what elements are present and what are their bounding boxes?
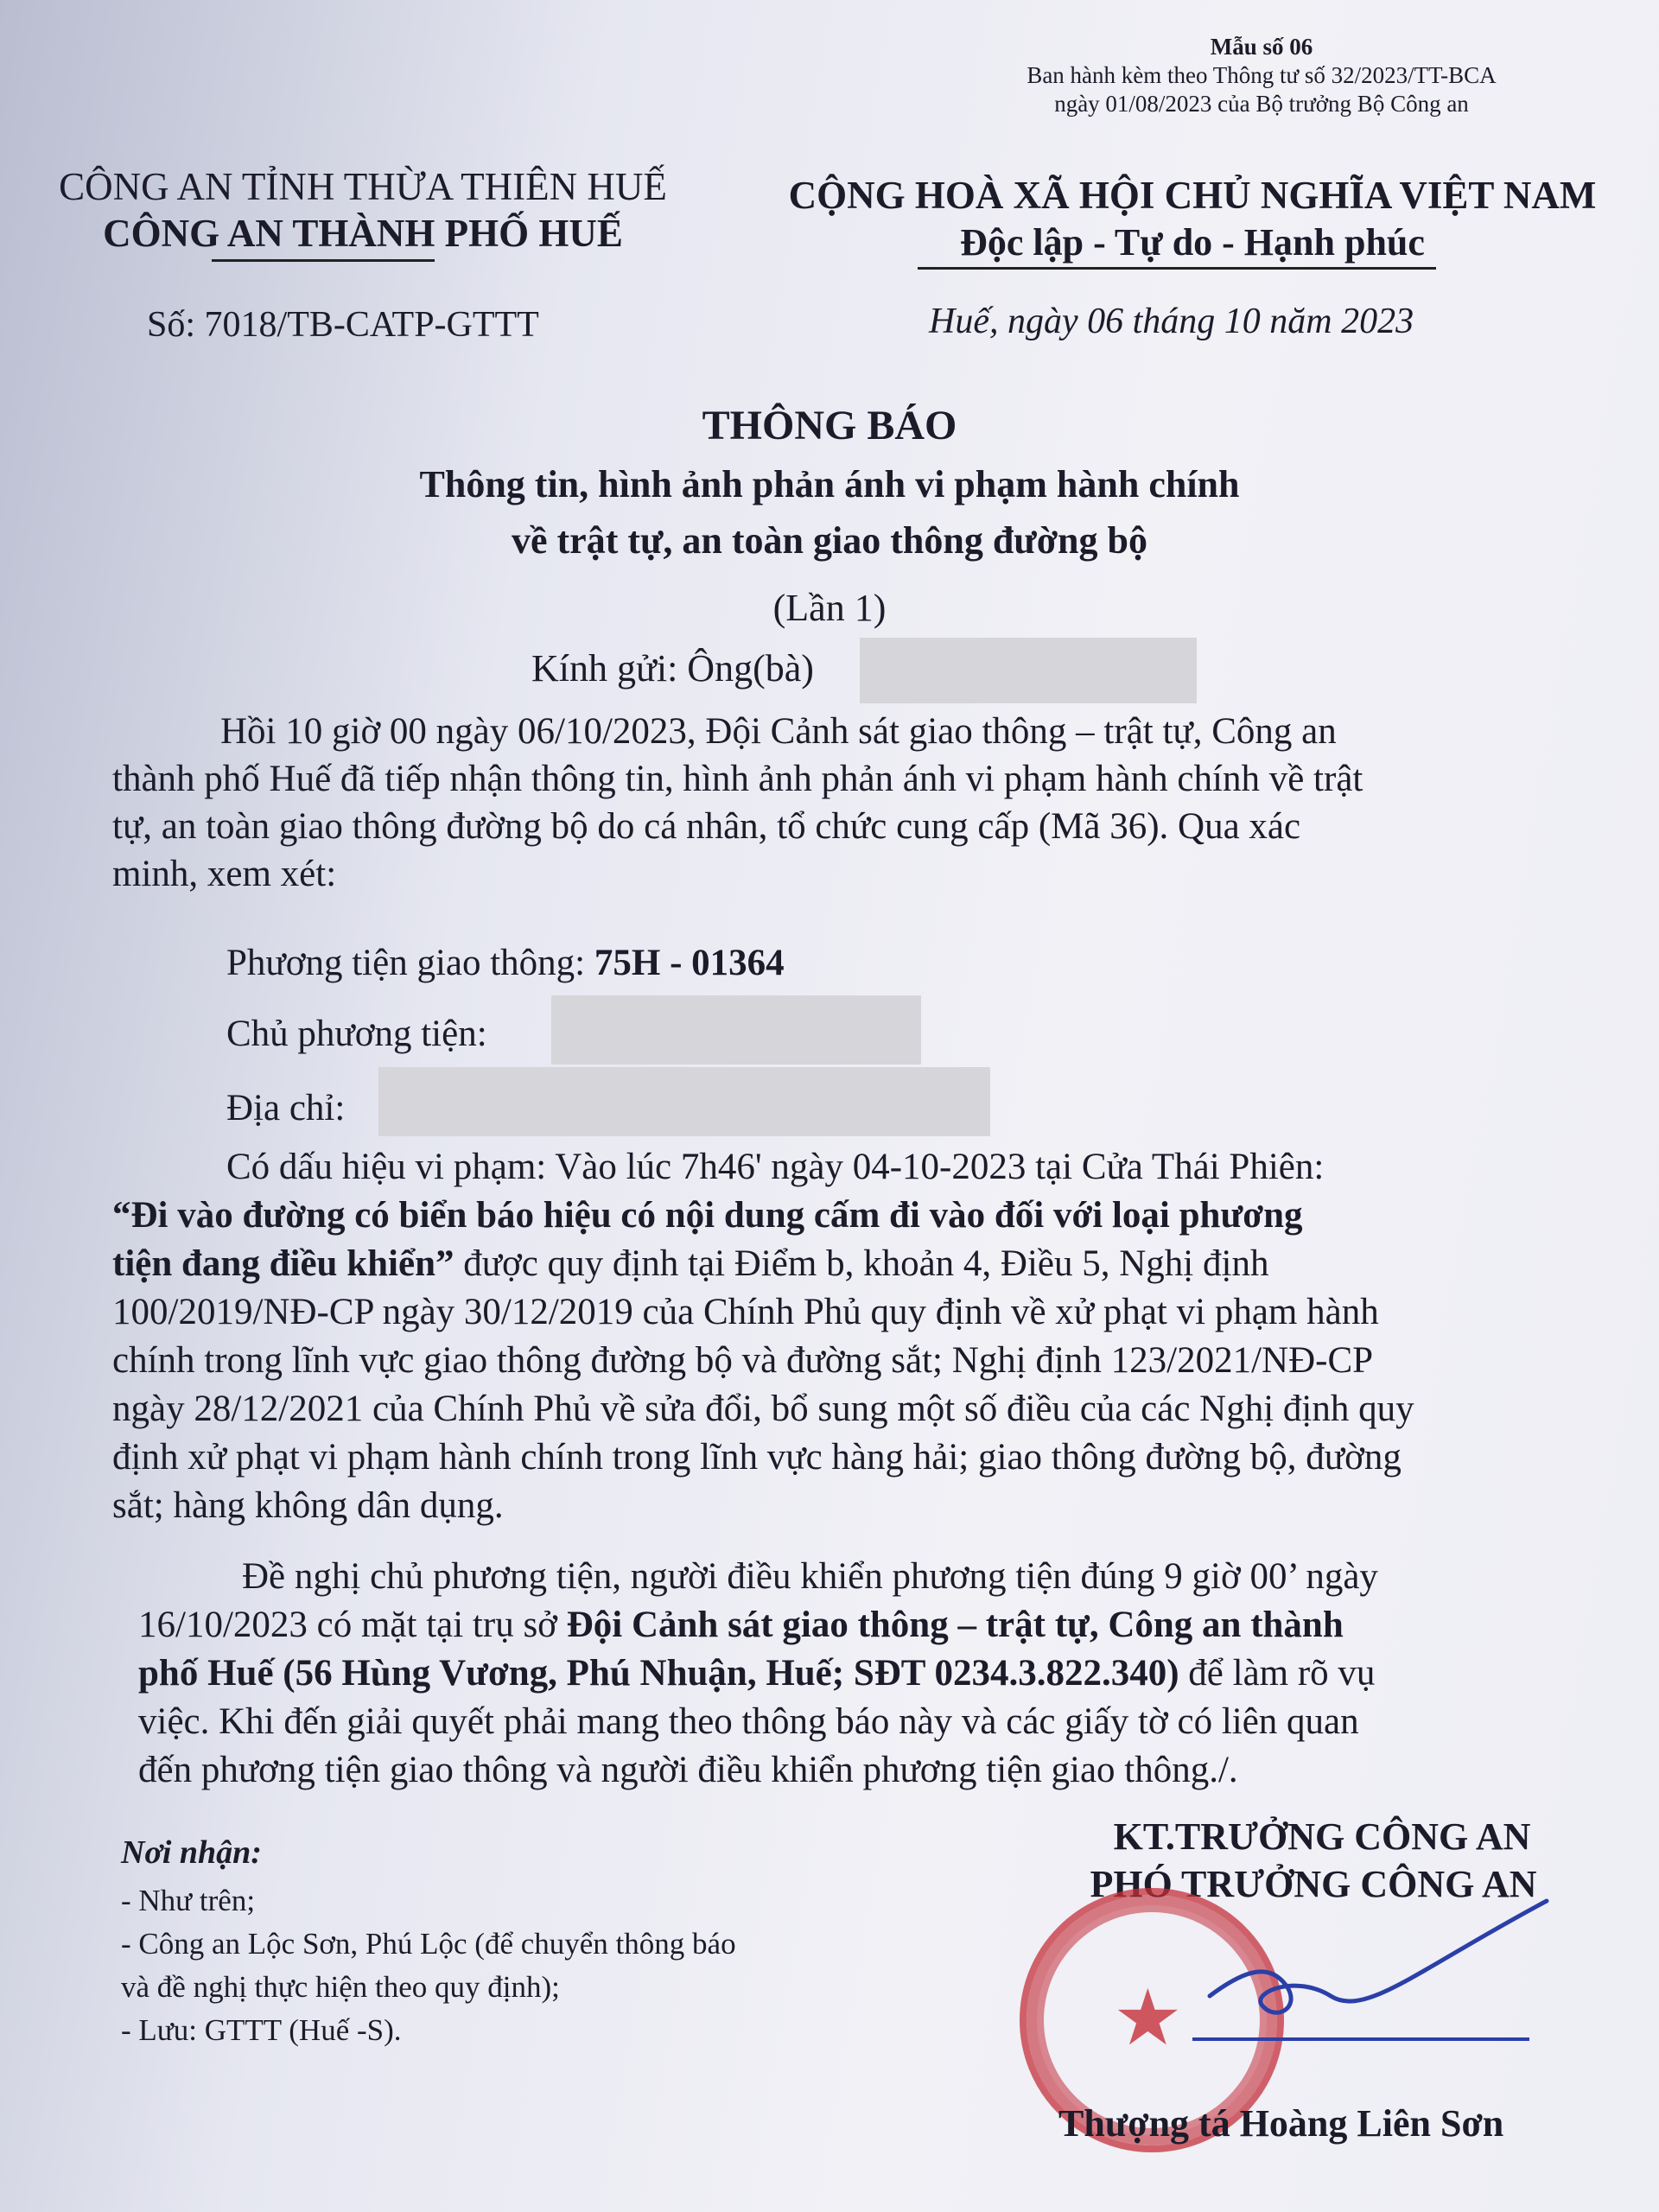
violation-line7: định xử phạt vi phạm hành chính trong lĩnh vực hàng hải; giao thông đường bộ, đường [112,1437,1402,1478]
violation-line3 [112,1243,1268,1285]
org-parent: CÔNG AN TỈNH THỪA THIÊN HUẾ [59,165,667,208]
signature-title1: KT.TRƯỞNG CÔNG AN [1113,1815,1531,1858]
intro-line4: minh, xem xét: [112,854,337,894]
redacted-address [378,1067,990,1136]
address-line [226,1087,345,1129]
violation-line2: “Đi vào đường có biển báo hiệu có nội dung cấm đi vào đối với loại phương [112,1195,1303,1236]
intro-line1: Hồi 10 giờ 00 ngày 06/10/2023, Đội Cảnh sát giao thông – trật tự, Công an [220,711,1337,752]
doc-subject-line2: về trật tự, an toàn giao thông đường bộ [511,519,1147,562]
doc-subject-line1: Thông tin, hình ảnh phản ánh vi phạm hành chính [419,463,1240,505]
request-line2 [138,1604,1344,1646]
vehicle-label: Phương tiện giao thông: [226,943,594,983]
vehicle-line [226,942,785,984]
signature-scribble [1192,1892,1555,2048]
form-number: Mẫu số 06 [1210,34,1313,60]
owner-label: Chủ phương tiện: [226,1014,487,1054]
request-line3-c: để làm rõ vụ [1179,1653,1376,1694]
intro-line3: tự, an toàn giao thông đường bộ do cá nhân, tổ chức cung cấp (Mã 36). Qua xác [112,806,1301,847]
doc-round: (Lần 1) [772,587,887,629]
violation-line6: ngày 28/12/2021 của Chính Phủ về sửa đổi, bổ sung một số điều của các Nghị định quy [112,1389,1414,1429]
motto-underline [918,267,1436,270]
recipients-heading: Nơi nhận: [121,1834,262,1871]
recipient-label: Kính gửi: Ông(bà) [531,647,814,690]
recipients-line2: - Công an Lộc Sơn, Phú Lộc (để chuyển thông báo [121,1927,736,1961]
violation-line1: Có dấu hiệu vi phạm: Vào lúc 7h46' ngày 04-10-2023 tại Cửa Thái Phiên: [226,1147,1325,1187]
form-issued-line1: Ban hành kèm theo Thông tư số 32/2023/TT-BCA [1027,62,1497,88]
request-line5: đến phương tiện giao thông và người điều khiển phương tiện giao thông./. [138,1750,1238,1790]
request-line2-b: Đội Cảnh sát giao thông – trật tự, Công an thành [566,1605,1344,1645]
address-label: Địa chỉ: [226,1088,346,1128]
owner-line [226,1013,487,1055]
vehicle-plate: 75H - 01364 [594,943,785,983]
recipients-line3: và đề nghị thực hiện theo quy định); [121,1970,560,2004]
org-underline [212,259,435,262]
redacted-recipient [860,638,1197,703]
redacted-owner [551,995,921,1065]
request-line2-a: 16/10/2023 có mặt tại trụ sở [138,1605,567,1645]
violation-line3-rest: được quy định tại Điểm b, khoản 4, Điều 5, Nghị định [454,1243,1269,1284]
intro-line2: thành phố Huế đã tiếp nhận thông tin, hình ảnh phản ánh vi phạm hành chính về trật [112,759,1363,799]
recipients-line4: - Lưu: GTTT (Huế -S). [121,2013,402,2047]
org-unit: CÔNG AN THÀNH PHỐ HUẾ [103,212,623,255]
nation-title: CỘNG HOÀ XÃ HỘI CHỦ NGHĨA VIỆT NAM [788,174,1597,217]
violation-line8: sắt; hàng không dân dụng. [112,1485,504,1526]
form-issued-line2: ngày 01/08/2023 của Bộ trưởng Bộ Công an [1054,91,1469,117]
doc-number: Số: 7018/TB-CATP-GTTT [147,305,539,345]
request-line3-b: phố Huế (56 Hùng Vương, Phú Nhuận, Huế; SĐT 0234.3.822.340) [138,1653,1179,1694]
motto: Độc lập - Tự do - Hạnh phúc [960,221,1425,264]
form-note [950,33,1573,118]
seal-star-icon: ★ [1113,1976,1183,2062]
violation-line3-bold: tiện đang điều khiển” [112,1243,454,1284]
doc-date: Huế, ngày 06 tháng 10 năm 2023 [929,302,1414,341]
request-line1: Đề nghị chủ phương tiện, người điều khiển phương tiện đúng 9 giờ 00’ ngày [242,1556,1378,1597]
doc-type: THÔNG BÁO [702,403,957,448]
signer-name: Thượng tá Hoàng Liên Sơn [1058,2102,1504,2145]
request-line3 [138,1652,1375,1694]
violation-line4: 100/2019/NĐ-CP ngày 30/12/2019 của Chính Phủ quy định về xử phạt vi phạm hành [112,1292,1379,1332]
recipients-line1: - Như trên; [121,1884,256,1917]
violation-line5: chính trong lĩnh vực giao thông đường bộ và đường sắt; Nghị định 123/2021/NĐ-CP [112,1340,1374,1381]
signature-title2: PHÓ TRƯỞNG CÔNG AN [1090,1863,1537,1905]
request-line4: việc. Khi đến giải quyết phải mang theo thông báo này và các giấy tờ có liên quan [138,1701,1359,1742]
